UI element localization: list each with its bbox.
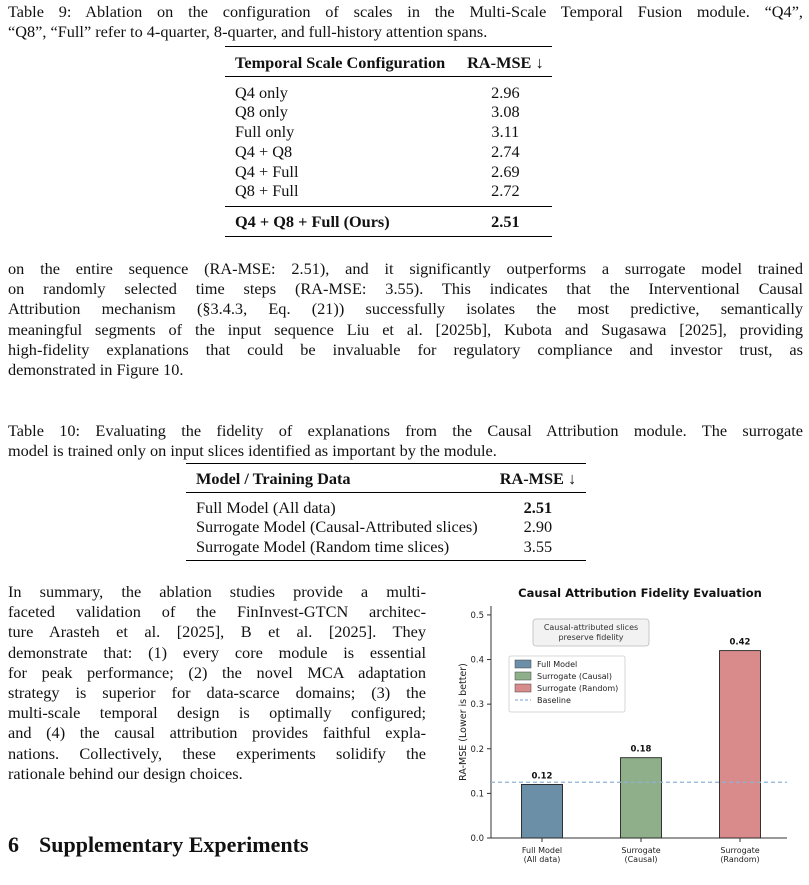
table-cell: 3.11 bbox=[491, 122, 520, 142]
summary-paragraph bbox=[8, 582, 426, 784]
table-row bbox=[225, 76, 552, 102]
table-row bbox=[186, 537, 586, 560]
legend-entry: Surrogate (Random) bbox=[537, 684, 619, 693]
text-line: Attribution mechanism (§3.4.3, Eq. (21)) successfully isolates the most predictive, semantically bbox=[8, 299, 803, 319]
body-paragraph bbox=[8, 259, 803, 380]
legend-entry: Full Model bbox=[537, 660, 578, 669]
table9-caption bbox=[8, 2, 803, 42]
table-cell-final: 2.51 bbox=[491, 211, 520, 231]
x-tick-label: (All data) bbox=[523, 855, 561, 864]
caption-line: “Q8”, “Full” refer to 4-quarter, 8-quarter, and full-history attention spans. bbox=[8, 22, 488, 42]
table-row bbox=[225, 162, 552, 182]
bar-value-label: 0.42 bbox=[729, 637, 751, 648]
annotation-text: Causal-attributed slices bbox=[543, 623, 639, 632]
table-cell: Q4 only bbox=[235, 82, 288, 102]
text-line: strategy is superior for data-scarce domains; (3) the bbox=[8, 683, 426, 703]
col-header: Temporal Scale Configuration bbox=[235, 53, 446, 72]
table-row bbox=[186, 492, 586, 517]
y-tick-label: 0.5 bbox=[470, 610, 484, 621]
table-cell-final: Q4 + Q8 + Full (Ours) bbox=[235, 211, 390, 231]
col-header: RA-MSE ↓ bbox=[467, 53, 544, 72]
legend-swatch bbox=[515, 660, 531, 668]
table-cell: Q4 + Q8 bbox=[235, 141, 293, 161]
table-cell: 2.69 bbox=[491, 161, 520, 181]
text-line: demonstrate that: (1) every core module is essential bbox=[8, 642, 426, 662]
table-cell: Full only bbox=[235, 122, 295, 142]
bar-value-label: 0.18 bbox=[630, 744, 652, 755]
col-header: Model / Training Data bbox=[196, 469, 351, 488]
text-line: and (4) the causal attribution provides faithful expla- bbox=[8, 723, 426, 743]
y-tick-label: 0.4 bbox=[470, 655, 484, 666]
text-line: nations. Collectively, these experiments solidify the bbox=[8, 743, 426, 763]
table-row bbox=[225, 122, 552, 142]
table-cell: Surrogate Model (Random time slices) bbox=[196, 537, 450, 557]
bar-value-label: 0.12 bbox=[531, 771, 553, 782]
text-line: rationale behind our design choices. bbox=[8, 763, 243, 783]
table-cell: 2.72 bbox=[491, 181, 520, 201]
table-cell: Q8 + Full bbox=[235, 181, 299, 201]
section-number: 6 bbox=[8, 832, 19, 857]
table-cell: 2.96 bbox=[491, 82, 520, 102]
table-row bbox=[225, 142, 552, 162]
text-line: high-fidelity explanations that could be invaluable for regulatory compliance and investor trust, as bbox=[8, 339, 803, 359]
bar bbox=[522, 784, 563, 838]
table10 bbox=[186, 463, 586, 561]
annotation-text: preserve fidelity bbox=[558, 633, 624, 642]
table-row bbox=[225, 102, 552, 122]
y-tick-label: 0.1 bbox=[470, 789, 484, 800]
chart-svg bbox=[445, 584, 800, 874]
chart-title: Causal Attribution Fidelity Evaluation bbox=[518, 586, 762, 600]
section-heading bbox=[8, 832, 309, 858]
x-tick-label: Surrogate bbox=[720, 846, 760, 855]
table-row bbox=[186, 517, 586, 537]
bar bbox=[621, 758, 662, 838]
table-cell: 2.51 bbox=[523, 497, 553, 517]
table-row bbox=[225, 181, 552, 206]
x-tick-label: Full Model bbox=[521, 846, 563, 855]
text-line: on the entire sequence (RA-MSE: 2.51), and it significantly outperforms a surrogate model trained bbox=[8, 259, 803, 278]
y-tick-label: 0.2 bbox=[470, 744, 484, 755]
x-tick-label: (Causal) bbox=[624, 855, 658, 864]
y-tick-label: 0.3 bbox=[470, 700, 484, 711]
text-line: on randomly selected time steps (RA-MSE: 3.55). This indicates that the Interventional Causal bbox=[8, 279, 803, 299]
text-line: meaningful segments of the input sequence Liu et al. [2025b], Kubota and Sugasawa [2025], providing bbox=[8, 319, 803, 339]
x-tick-label: (Random) bbox=[720, 855, 760, 864]
table9 bbox=[225, 46, 552, 237]
table-cell: 2.74 bbox=[491, 141, 520, 161]
y-tick-label: 0.0 bbox=[470, 834, 484, 844]
text-line: multi-scale temporal design is optimally configured; bbox=[8, 703, 426, 723]
table-cell: 3.55 bbox=[523, 537, 553, 557]
legend-swatch bbox=[515, 684, 531, 692]
table-cell: 3.08 bbox=[491, 102, 520, 122]
legend-entry: Surrogate (Causal) bbox=[537, 672, 612, 681]
table-cell: Q8 only bbox=[235, 102, 288, 122]
fidelity-chart bbox=[445, 584, 800, 874]
caption-line: Table 10: Evaluating the fidelity of explanations from the Causal Attribution module. The surrogate bbox=[8, 421, 803, 440]
text-line: In summary, the ablation studies provide a multi- bbox=[8, 582, 426, 601]
table10-caption bbox=[8, 421, 803, 461]
table-cell: Q4 + Full bbox=[235, 161, 299, 181]
table-cell: Full Model (All data) bbox=[196, 497, 336, 517]
x-tick-label: Surrogate bbox=[621, 846, 661, 855]
section-title: Supplementary Experiments bbox=[39, 832, 309, 857]
bar bbox=[720, 651, 761, 838]
text-line: for peak performance; (2) the novel MCA adaptation bbox=[8, 662, 426, 682]
text-line: faceted validation of the FinInvest-GTCN architec- bbox=[8, 602, 426, 622]
table-cell: Surrogate Model (Causal-Attributed slices) bbox=[196, 517, 478, 537]
table-cell: 2.90 bbox=[523, 517, 553, 537]
caption-line: model is trained only on input slices identified as important by the module. bbox=[8, 441, 497, 461]
text-line: ture Arasteh et al. [2025], B et al. [2025]. They bbox=[8, 622, 426, 642]
col-header: RA-MSE ↓ bbox=[499, 469, 577, 488]
caption-line: Table 9: Ablation on the configuration of scales in the Multi-Scale Temporal Fusion module. “Q4”, bbox=[8, 2, 803, 21]
text-line: demonstrated in Figure 10. bbox=[8, 360, 184, 380]
legend-swatch bbox=[515, 672, 531, 680]
y-axis-label: RA-MSE (Lower is better) bbox=[458, 663, 469, 781]
legend-entry: Baseline bbox=[537, 696, 571, 705]
